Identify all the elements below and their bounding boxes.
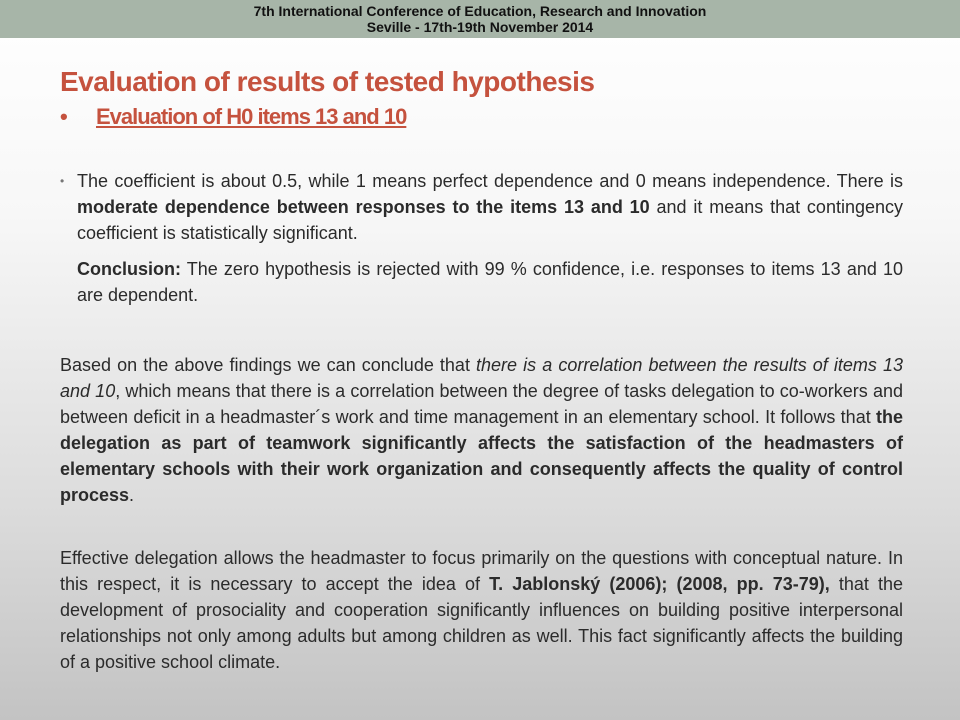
conference-header: [0, 0, 960, 38]
bullet-marker: •: [60, 174, 65, 188]
findings-text-part2: , which means that there is a correlation between the degree of tasks delegation to co-workers and between deficit in a headmaster´s work and time management in an elementary school. It follows that: [60, 381, 903, 427]
findings-text-part3: .: [129, 485, 135, 505]
bullet-text-part1: The coefficient is about 0.5, while 1 means perfect dependence and 0 means independence. There is: [77, 171, 903, 191]
subtitle-row: [60, 104, 406, 130]
slide-title: Evaluation of results of tested hypothesis: [60, 66, 595, 97]
subtitle-bullet: •: [60, 104, 68, 129]
findings-text-part1: Based on the above findings we can conclude that: [60, 355, 477, 375]
findings-text-bold: the delegation as part of teamwork significantly affects the satisfaction of the headmasters of elementary schools with their work organization and consequently affects the quality of control process: [60, 407, 903, 505]
delegation-text-part1: Effective delegation allows the headmaster to focus primarily on the questions with conceptual nature. In this respect, it is necessary to accept the idea of: [60, 548, 903, 594]
bullet-item: [60, 168, 903, 246]
conference-location-date: Seville - 17th-19th November 2014: [366, 19, 594, 35]
conference-name: 7th International Conference of Education, Research and Innovation: [253, 3, 707, 19]
bullet-section: [60, 168, 903, 308]
findings-paragraph: [60, 352, 903, 508]
conclusion-text: The zero hypothesis is rejected with 99 % confidence, i.e. responses to items 13 and 10 are dependent.: [77, 259, 903, 305]
delegation-citation: T. Jablonský (2006); (2008, pp. 73-79),: [489, 574, 830, 594]
bullet-text-part2: and it means that contingency coefficient is statistically significant.: [77, 197, 904, 243]
conclusion-label: Conclusion:: [77, 259, 181, 279]
conclusion-paragraph: [60, 256, 903, 308]
delegation-text-part2: that the development of prosociality and cooperation significantly influences on building positive interpersonal relationships not only among adults but among children as well. This fact significantly affects the building of a positive school climate.: [60, 574, 903, 672]
findings-text-italic: there is a correlation between the results of items 13 and 10: [60, 355, 903, 401]
bullet-text-bold: moderate dependence between responses to the items 13 and 10: [77, 197, 650, 217]
delegation-paragraph: [60, 545, 903, 675]
subtitle-text: Evaluation of H0 items 13 and 10: [96, 104, 407, 129]
